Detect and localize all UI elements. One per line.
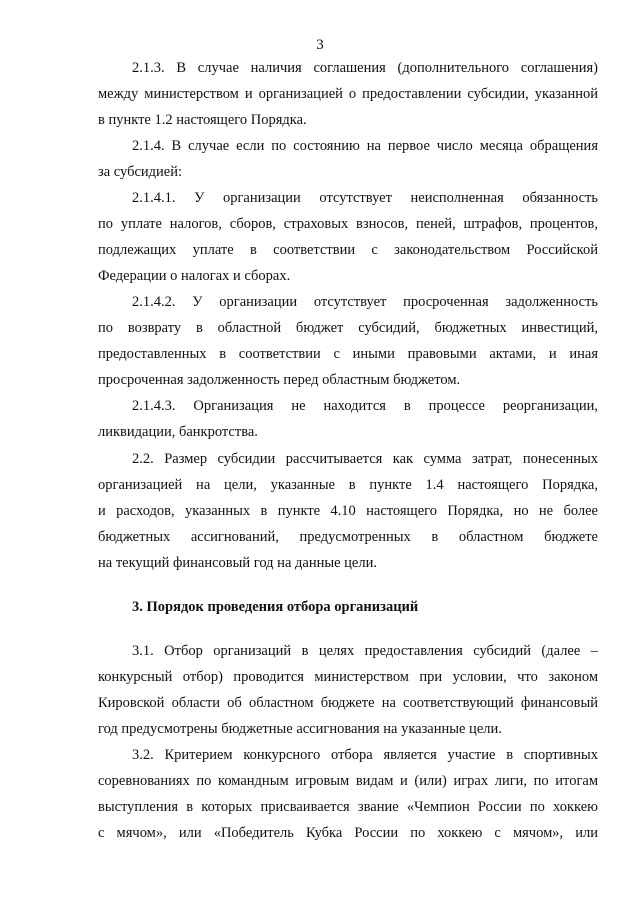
text-line: 3.2. Критерием конкурсного отбора является участие в спортивных (132, 747, 598, 763)
text-line: предоставленных в соответствии с иными правовыми актами, и иная (98, 346, 598, 362)
text-line: с мячом», или «Победитель Кубка России по хоккею с мячом», или (98, 825, 598, 841)
text-line: конкурсный отбор) проводится министерством при условии, что законом (98, 669, 598, 685)
text-line: по возврату в областной бюджет субсидий, бюджетных инвестиций, (98, 320, 598, 336)
text-line: между министерством и организацией о предоставлении субсидии, указанной (98, 86, 598, 102)
text-line: соревнованиях по командным игровым видам и (или) играх лиги, по итогам (98, 773, 598, 789)
text-line: за субсидией: (98, 164, 183, 180)
text-line: год предусмотрены бюджетные ассигнования на указанные цели. (98, 721, 502, 737)
text-line: Кировской области об областном бюджете на соответствующий финансовый (98, 695, 598, 711)
text-line: 2.1.4.2. У организации отсутствует просроченная задолженность (132, 294, 598, 310)
text-line: выступления в которых присваивается звание «Чемпион России по хоккею (98, 799, 598, 815)
text-line: на текущий финансовый год на данные цели. (98, 555, 377, 571)
text-line: ликвидации, банкротства. (98, 424, 258, 440)
text-line: 2.1.4.1. У организации отсутствует неисполненная обязанность (132, 190, 598, 206)
text-line: Федерации о налогах и сборах. (98, 268, 291, 284)
page-number: 3 (316, 37, 324, 53)
text-line: бюджетных ассигнований, предусмотренных в областном бюджете (98, 529, 598, 545)
text-line: просроченная задолженность перед областным бюджетом. (98, 372, 461, 388)
section-heading: 3. Порядок проведения отбора организаций (132, 599, 419, 615)
text-line: 2.1.4. В случае если по состоянию на первое число месяца обращения (132, 138, 598, 154)
text-line: и расходов, указанных в пункте 4.10 настоящего Порядка, но не более (98, 503, 598, 519)
text-line: 2.1.3. В случае наличия соглашения (дополнительного соглашения) (132, 60, 598, 76)
text-line: в пункте 1.2 настоящего Порядка. (98, 112, 307, 128)
text-line: подлежащих уплате в соответствии с законодательством Российской (98, 242, 598, 258)
text-line: 2.2. Размер субсидии рассчитывается как сумма затрат, понесенных (132, 451, 598, 467)
text-line: 2.1.4.3. Организация не находится в процессе реорганизации, (132, 398, 598, 414)
text-line: организацией на цели, указанные в пункте 1.4 настоящего Порядка, (98, 477, 598, 493)
text-line: 3.1. Отбор организаций в целях предоставления субсидий (далее – (132, 643, 598, 659)
text-line: по уплате налогов, сборов, страховых взносов, пеней, штрафов, процентов, (98, 216, 598, 232)
